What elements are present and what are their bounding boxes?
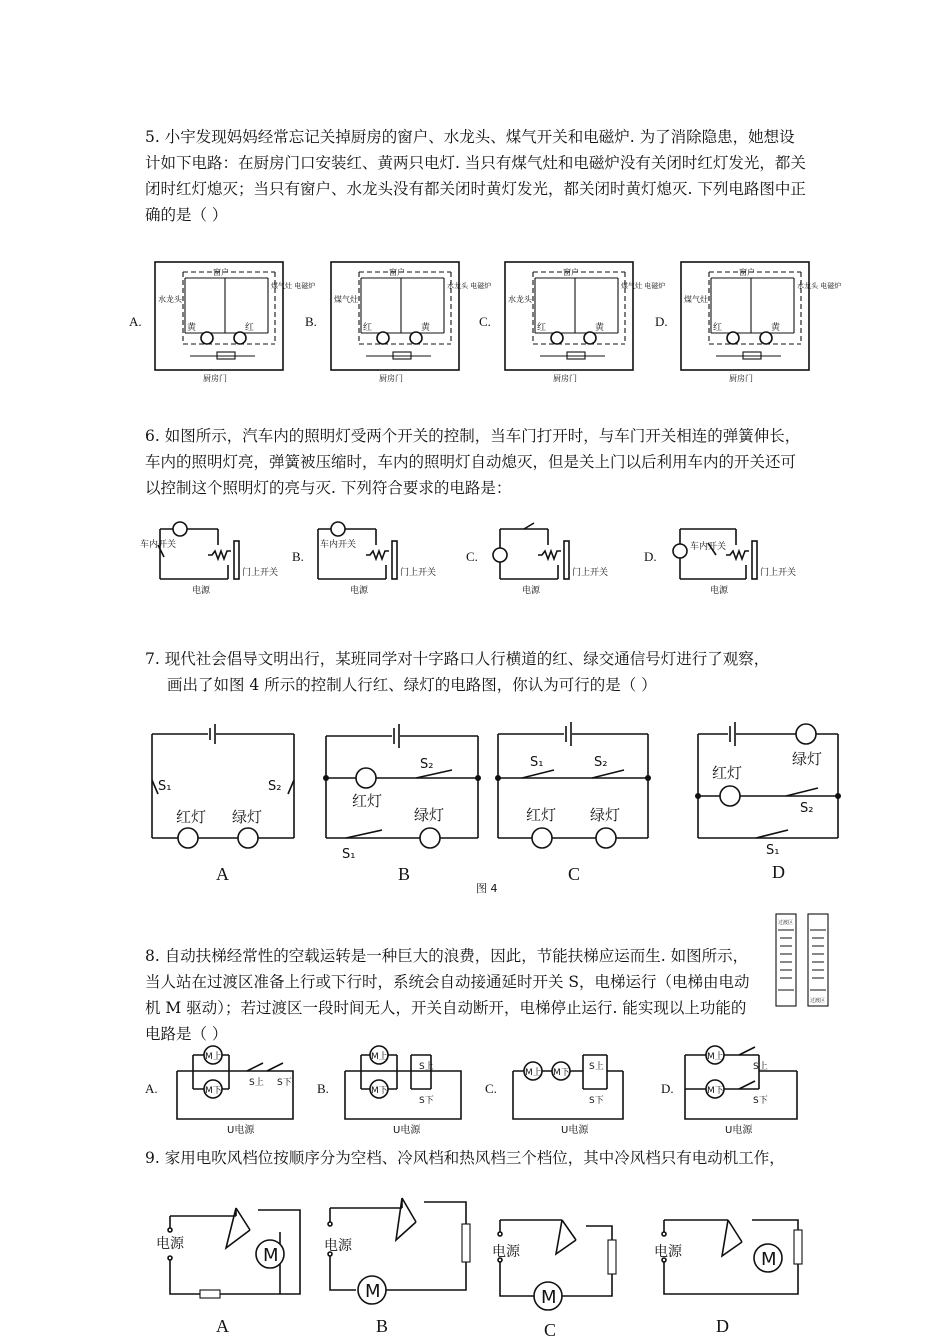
q8a-s-up: S上 <box>249 1078 264 1088</box>
q5a-door: 厨房门 <box>203 374 227 383</box>
q5c-right-label: 煤气灶 电磁炉 <box>621 282 666 290</box>
q8b-s-up: S上 <box>419 1062 434 1072</box>
q7d-s2: S₂ <box>800 801 814 816</box>
q6d-car-switch: 车内开关 <box>690 542 727 552</box>
question-6 <box>145 423 810 501</box>
q6-diagram-b <box>292 522 436 596</box>
q8-zone-top: 过渡区 <box>778 920 794 926</box>
q7c-s2: S₂ <box>594 755 608 770</box>
q8a-s-down: S下 <box>277 1078 292 1088</box>
q9a-motor: M <box>263 1245 279 1266</box>
question-9-text: 9. 家用电吹风档位按顺序分为空档、冷风档和热风档三个档位，其中冷风档只有电动机工作， <box>145 1149 785 1167</box>
q6-diagrams <box>138 515 818 600</box>
q7a-s1: S₁ <box>158 779 172 794</box>
q6d-door-switch: 门上开关 <box>760 568 797 578</box>
q8b-voltage: U电源 <box>393 1125 421 1136</box>
question-6-text: 6. 如图所示，汽车内的照明灯受两个开关的控制，当车门打开时，与车门开关相连的弹簧伸长，车内的照明灯亮，弹簧被压缩时，车内的照明灯自动熄灭，但是关上门以后利用车内的开关还可以控制这个照明灯的亮与灭. 下列符合要求的电路是： <box>145 427 801 497</box>
q5a-lamp-right: 红 <box>245 323 255 333</box>
q9-diagram-a <box>156 1208 300 1336</box>
q5d-lamp-left: 红 <box>713 323 723 333</box>
question-7 <box>145 646 810 698</box>
q8b-m-down: M下 <box>371 1086 388 1096</box>
q5b-window-label: 窗户 <box>389 268 405 277</box>
q5c-window-label: 窗户 <box>563 268 579 277</box>
q7-diagram-a <box>152 724 294 884</box>
q6b-power: 电源 <box>350 586 369 596</box>
q8-option-d: D. <box>661 1081 674 1096</box>
q7c-red: 红灯 <box>526 806 557 824</box>
q8-escalator-figure <box>774 912 834 1012</box>
q7-diagram-d <box>695 722 841 882</box>
q5-diagram-c <box>479 262 665 383</box>
q8b-m-up: M上 <box>371 1052 388 1062</box>
q7b-red: 红灯 <box>352 792 383 810</box>
q6b-door-switch: 门上开关 <box>400 568 437 578</box>
q8d-voltage: U电源 <box>725 1125 753 1136</box>
q5-diagram-b <box>305 262 491 383</box>
q5c-lamp-left: 红 <box>537 323 547 333</box>
q7-diagrams <box>140 720 860 900</box>
q6-diagram-c <box>466 523 608 596</box>
q8-option-c: C. <box>485 1081 497 1096</box>
question-5 <box>145 124 810 228</box>
q5-option-c: C. <box>479 314 491 329</box>
q7-diagram-c <box>495 722 651 884</box>
q5-diagram-a <box>129 262 315 383</box>
q5d-left-label: 煤气灶 <box>684 295 708 304</box>
q9-diagram-b <box>324 1198 470 1336</box>
q8d-s-up: S上 <box>753 1062 768 1072</box>
q9-diagrams <box>150 1190 830 1340</box>
q9-label-b: B <box>376 1316 389 1336</box>
q6a-power: 电源 <box>192 586 211 596</box>
q7-label-b: B <box>398 864 411 884</box>
q5-diagram-d <box>655 262 841 383</box>
q6-diagram-a <box>140 522 278 596</box>
q7-diagram-b <box>323 724 481 884</box>
q5a-right-label: 煤气灶 电磁炉 <box>271 282 316 290</box>
question-8 <box>145 943 760 1047</box>
q8-option-a: A. <box>145 1081 158 1096</box>
q7b-s2: S₂ <box>420 757 434 772</box>
q6-option-d: D. <box>644 549 657 564</box>
q5b-lamp-left: 红 <box>363 323 373 333</box>
q8-diagram-d <box>661 1046 797 1136</box>
q5c-left-label: 水龙头 <box>508 295 532 304</box>
q8a-m-down: M下 <box>205 1086 222 1096</box>
q7b-s1: S₁ <box>342 847 356 862</box>
q9-label-a: A <box>216 1316 229 1336</box>
q8c-voltage: U电源 <box>561 1125 589 1136</box>
q9b-power: 电源 <box>324 1238 352 1254</box>
q9-diagram-d <box>654 1220 802 1336</box>
q5d-window-label: 窗户 <box>739 268 755 277</box>
q8-diagram-a <box>145 1046 293 1136</box>
q5b-right-label: 水龙头 电磁炉 <box>447 282 492 290</box>
q8-diagram-c <box>485 1055 623 1136</box>
q5-diagrams <box>125 258 842 388</box>
q8-diagrams <box>143 1045 813 1140</box>
q8c-s-down: S下 <box>589 1096 604 1106</box>
q9c-motor: M <box>541 1287 557 1308</box>
q5c-lamp-right: 黄 <box>595 323 605 333</box>
q5b-left-label: 煤气灶 <box>334 295 358 304</box>
question-7-line1: 7. 现代社会倡导文明出行，某班同学对十字路口人行横道的红、绿交通信号灯进行了观察， <box>145 650 770 668</box>
q5b-lamp-right: 黄 <box>421 323 431 333</box>
q6c-door-switch: 门上开关 <box>572 568 609 578</box>
q8c-m-up: M上 <box>525 1068 542 1078</box>
q9-label-c: C <box>544 1320 557 1340</box>
q5b-door: 厨房门 <box>379 374 403 383</box>
q7a-red: 红灯 <box>176 808 207 826</box>
q8d-s-down: S下 <box>753 1096 768 1106</box>
q9b-motor: M <box>365 1281 381 1302</box>
q5d-door: 厨房门 <box>729 374 753 383</box>
q8b-s-down: S下 <box>419 1096 434 1106</box>
q6-option-c: C. <box>466 549 478 564</box>
q9-label-d: D <box>716 1316 729 1336</box>
q7-label-d: D <box>772 862 785 882</box>
q7-label-a: A <box>216 864 229 884</box>
q5c-door: 厨房门 <box>553 374 577 383</box>
q6-diagram-d <box>644 529 796 596</box>
q5a-window-label: 窗户 <box>213 268 229 277</box>
q8-diagram-b <box>317 1046 461 1136</box>
q5d-lamp-right: 黄 <box>771 323 781 333</box>
q7d-s1: S₁ <box>766 843 780 858</box>
q5a-lamp-left: 黄 <box>187 323 197 333</box>
q7d-green: 绿灯 <box>792 750 823 768</box>
question-8-text: 8. 自动扶梯经常性的空载运转是一种巨大的浪费，因此，节能扶梯应运而生. 如图所示，当人站在过渡区准备上行或下行时，系统会自动接通延时开关 S，电梯运行（电梯由电动机 M 驱动）；若过渡区一段时间无人，开关自动断开，电梯停止运行. 能实现以上功能的电路是（ ） <box>145 947 750 1043</box>
q6b-car-switch: 车内开关 <box>320 540 357 550</box>
question-9 <box>145 1145 825 1171</box>
q9d-power: 电源 <box>654 1244 682 1260</box>
q9a-power: 电源 <box>156 1236 184 1252</box>
question-7-line2: 画出了如图 4 所示的控制人行红、绿灯的电路图，你认为可行的是（ ） <box>167 676 657 694</box>
q8d-m-down: M下 <box>707 1086 724 1096</box>
q7b-green: 绿灯 <box>414 806 445 824</box>
q8a-voltage: U电源 <box>227 1125 255 1136</box>
q8c-s-up: S上 <box>589 1062 604 1072</box>
q7c-green: 绿灯 <box>590 806 621 824</box>
question-5-text: 5. 小宇发现妈妈经常忘记关掉厨房的窗户、水龙头、煤气开关和电磁炉. 为了消除隐患，她想设计如下电路：在厨房门口安装红、黄两只电灯. 当只有煤气灶和电磁炉没有关闭时红灯发光，都关闭时红灯熄灭；当只有窗户、水龙头没有都关闭时黄灯发光，都关闭时黄灯熄灭. 下列电路图中正确的是（ ） <box>145 128 806 224</box>
q9-diagram-c <box>492 1220 616 1340</box>
q8c-m-down: M下 <box>553 1068 570 1078</box>
q7a-green: 绿灯 <box>232 808 263 826</box>
q7a-s2: S₂ <box>268 779 282 794</box>
q5-option-b: B. <box>305 314 317 329</box>
q9c-power: 电源 <box>492 1244 520 1260</box>
q6c-power: 电源 <box>522 586 541 596</box>
q7d-red: 红灯 <box>712 764 743 782</box>
q5-option-d: D. <box>655 314 668 329</box>
q9d-motor: M <box>761 1249 777 1270</box>
q7-figure-caption: 图 4 <box>476 882 498 895</box>
q8d-m-up: M上 <box>707 1052 724 1062</box>
q8-zone-bottom: 过渡区 <box>810 998 826 1004</box>
q5d-right-label: 水龙头 电磁炉 <box>797 282 842 290</box>
q7c-s1: S₁ <box>530 755 544 770</box>
q5-option-a: A. <box>129 314 142 329</box>
q8a-m-up: M上 <box>205 1052 222 1062</box>
q6-option-b: B. <box>292 549 304 564</box>
q8-option-b: B. <box>317 1081 329 1096</box>
q6a-car-switch: 车内开关 <box>140 540 177 550</box>
q5a-left-label: 水龙头 <box>158 295 182 304</box>
q6a-door-switch: 门上开关 <box>242 568 279 578</box>
q7-label-c: C <box>568 864 581 884</box>
q6d-power: 电源 <box>710 586 729 596</box>
